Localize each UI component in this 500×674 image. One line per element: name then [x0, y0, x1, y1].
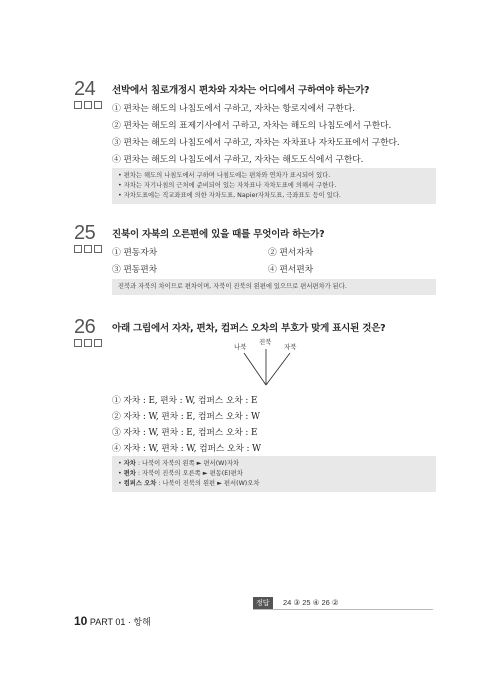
question-text: 아래 그림에서 자차, 편차, 컴퍼스 오차의 부호가 맞게 표시된 것은? [112, 323, 386, 334]
option-1: ① 편차는 해도의 나침도에서 구하고, 자차는 항로지에서 구한다. [112, 104, 355, 114]
explanation-line: • 자차도표에는 직교좌표에 의한 자차도표, Napier자차도표, 극좌표도 등이 있다. [118, 192, 341, 199]
option-3: ③ 편차는 해도의 나침도에서 구하고, 자차는 자차표나 자차도표에서 구한다. [112, 138, 400, 148]
page-footer [74, 614, 151, 628]
option-3: ③ 자차 : W, 편차 : E, 컴퍼스 오차 : E [112, 428, 258, 438]
question-text: 선박에서 침로개정시 편차와 자차는 어디에서 구하여야 하는가? [112, 85, 370, 96]
diagram-label-magnetic-north: 자북 [284, 343, 297, 351]
option-3: ③ 편동편차 [112, 265, 157, 275]
option-4: ④ 편차는 해도의 나침도에서 구하고, 자차는 해도도식에서 구한다. [112, 155, 364, 165]
explanation-box [112, 456, 436, 492]
explanation-term: 자차 [123, 460, 136, 467]
option-2: ② 자차 : W, 편차 : E, 컴퍼스 오차 : W [112, 412, 260, 422]
explanation-term: 편차 [123, 470, 136, 477]
section-label: 항해 [133, 617, 151, 627]
diagram-label-true-north: 진북 [259, 338, 272, 346]
question-number: 25 [74, 222, 96, 244]
explanation-line: • 편차는 해도의 나침도에서 구하며 나침도에는 편차와 연차가 표시되어 있다. [118, 172, 331, 179]
explanation-term: 컴퍼스 오차 [123, 480, 157, 487]
question-number: 24 [74, 78, 96, 100]
option-4: ④ 자차 : W, 편차 : W, 컴퍼스 오차 : W [112, 444, 261, 454]
option-2: ② 편차는 해도의 표제기사에서 구하고, 자차는 해도의 나침도에서 구한다. [112, 121, 392, 131]
magnetic-north-line [266, 353, 290, 385]
option-4: ④ 편서편차 [268, 265, 313, 275]
explanation-text: : 나북이 자북의 왼쪽 ► 편서(W)자차 [135, 460, 239, 467]
explanation-line: • 컴퍼스 오차 : 나북이 진북의 왼편 ► 편서(W)오차 [118, 480, 260, 487]
compass-north-line [244, 353, 266, 385]
diagram-label-compass-north: 나북 [234, 343, 247, 351]
explanation-line: • 자차는 자기나침의 근처에 준비되어 있는 자차표나 자차도표에 의해서 구한다. [118, 182, 337, 189]
question-text: 진북이 자북의 오른편에 있을 때를 무엇이라 하는가? [112, 229, 325, 240]
part-label: PART 01 · [89, 617, 131, 627]
answer-key: 24 ③ 25 ④ 26 ② [283, 598, 339, 607]
answer-divider [253, 609, 433, 610]
option-1: ① 자차 : E, 편차 : W, 컴퍼스 오차 : E [112, 396, 258, 406]
explanation-line: • 자차 : 나북이 자북의 왼쪽 ► 편서(W)자차 [118, 460, 239, 467]
answer-badge: 정답 [253, 597, 273, 609]
question-number: 26 [74, 316, 96, 338]
explanation-text: : 자북이 진북의 오른쪽 ► 편동(E)편차 [135, 470, 243, 477]
page-number: 10 [74, 614, 88, 628]
option-1: ① 편동자차 [112, 248, 157, 258]
option-2: ② 편서자차 [268, 248, 313, 258]
explanation-line: • 편차 : 자북이 진북의 오른쪽 ► 편동(E)편차 [118, 470, 243, 477]
explanation-text: : 나북이 진북의 왼편 ► 편서(W)오차 [156, 480, 260, 487]
explanation-line: 진북과 자북의 차이므로 편차이며, 자북이 진북의 왼편에 있으므로 편서편차가 된다. [118, 283, 347, 290]
